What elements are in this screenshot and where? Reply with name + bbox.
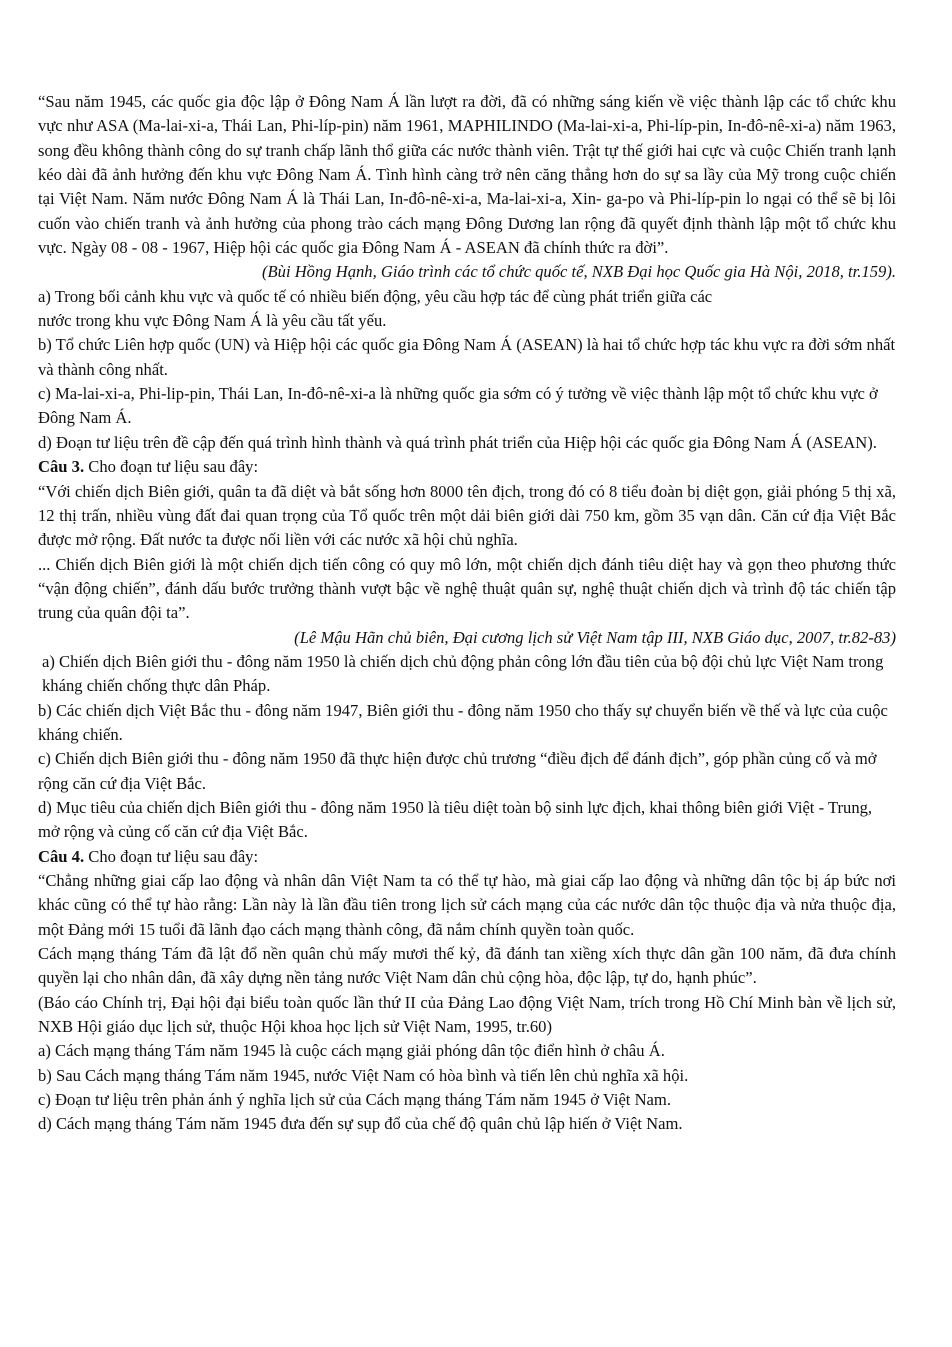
question-4-passage-p1: “Chẳng những giai cấp lao động và nhân dân Việt Nam ta có thể tự hào, mà giai cấp lao động và những dân tộc bị áp bức nơi khác cũng có thể tự hào rằng: Lần này là lần đầu tiên trong lịch sử cách mạng của các nước dân tộc thuộc địa và nửa thuộc địa, một Đảng mới 15 tuổi đã lãnh đạo cách mạng thành công, đã nắm chính quyền toàn quốc. (38, 871, 896, 939)
question-4-statement-d: d) Cách mạng tháng Tám năm 1945 đưa đến sự sụp đổ của chế độ quân chủ lập hiến ở Việt Nam. (38, 1114, 683, 1134)
question-4-statement-b: b) Sau Cách mạng tháng Tám năm 1945, nước Việt Nam có hòa bình và tiến lên chủ nghĩa xã hội. (38, 1065, 689, 1085)
question-4-statement-a: a) Cách mạng tháng Tám năm 1945 là cuộc cách mạng giải phóng dân tộc điển hình ở châu Á. (38, 1041, 665, 1061)
question-4-label: Câu 4. (38, 846, 85, 866)
question-3-statement-a: a) Chiến dịch Biên giới thu - đông năm 1950 là chiến dịch chủ động phản công lớn đầu tiên của bộ đội chủ lực Việt Nam trong kháng chiến chống thực dân Pháp. (42, 651, 884, 696)
intro-statement-d: d) Đoạn tư liệu trên đề cập đến quá trình hình thành và quá trình phát triển của Hiệp hội các quốc gia Đông Nam Á (ASEAN). (38, 432, 877, 452)
intro-citation: (Bùi Hồng Hạnh, Giáo trình các tổ chức quốc tế, NXB Đại học Quốc gia Hà Nội, 2018, tr.159). (261, 262, 896, 282)
intro-statement-a-line2: nước trong khu vực Đông Nam Á là yêu cầu tất yếu. (38, 311, 387, 331)
intro-statement-b: b) Tổ chức Liên hợp quốc (UN) và Hiệp hội các quốc gia Đông Nam Á (ASEAN) là hai tổ chức hợp tác khu vực ra đời sớm nhất và thành công nhất. (38, 335, 896, 379)
question-3-statement-b: b) Các chiến dịch Việt Bắc thu - đông năm 1947, Biên giới thu - đông năm 1950 cho thấy sự chuyển biến về thế và lực của cuộc kháng chiến. (38, 700, 888, 744)
question-3-label: Câu 3. (38, 457, 85, 477)
question-3-passage-p2: ... Chiến dịch Biên giới là một chiến dịch tiến công có quy mô lớn, một chiến dịch đánh tiêu diệt hay và gọn theo phương thức “vận động chiến”, đánh dấu bước trưởng thành vượt bậc về nghệ thuật quân sự, nghệ thuật chiến dịch và trình độ tác chiến tập trung của quân đội ta”. (38, 554, 896, 623)
intro-passage: “Sau năm 1945, các quốc gia độc lập ở Đông Nam Á lần lượt ra đời, đã có những sáng kiến về việc thành lập các tổ chức khu vực như ASA (Ma-lai-xi-a, Thái Lan, Phi-líp-pin) năm 1961, MAPHILINDO (Ma-lai-xi-a, Phi-líp-pin, In-đô-nê-xi-a) năm 1963, song đều không thành công do sự tranh chấp lãnh thổ giữa các nước thành viên. Trật tự thế giới hai cực và cuộc Chiến tranh lạnh kéo dài đã ảnh hưởng đến khu vực Đông Nam Á. Tình hình càng trở nên căng thẳng hơn do sự sa lầy của Mỹ trong cuộc chiến tại Việt Nam. Năm nước Đông Nam Á là Thái Lan, In-đô-nê-xi-a, Ma-lai-xi-a, Xin- ga-po và Phi-líp-pin lo ngại có thể sẽ bị lôi cuốn vào chiến tranh và ảnh hưởng của phong trào cách mạng Đông Dương lan rộng đã quyết định thành lập một tổ chức khu vực. Ngày 08 - 08 - 1967, Hiệp hội các quốc gia Đông Nam Á - ASEAN đã chính thức ra đời”. (38, 92, 896, 258)
question-4-statement-c: c) Đoạn tư liệu trên phản ánh ý nghĩa lịch sử của Cách mạng tháng Tám năm 1945 ở Việt Nam. (38, 1090, 671, 1110)
intro-statement-c: c) Ma-lai-xi-a, Phi-lip-pin, Thái Lan, In-đô-nê-xi-a là những quốc gia sớm có ý tưởng về việc thành lập một tổ chức khu vực ở Đông Nam Á. (38, 384, 878, 428)
question-4-citation: (Báo cáo Chính trị, Đại hội đại biểu toàn quốc lần thứ II của Đảng Lao động Việt Nam, trích trong Hồ Chí Minh bàn về lịch sử, NXB Hội giáo dục lịch sử, thuộc Hội khoa học lịch sử Việt Nam, 1995, tr.60) (38, 992, 896, 1037)
document-page (38, 90, 896, 1137)
question-4-prompt: Cho đoạn tư liệu sau đây: (84, 846, 259, 866)
question-3-citation: (Lê Mậu Hãn chủ biên, Đại cương lịch sử Việt Nam tập III, NXB Giáo dục, 2007, tr.82-83) (294, 627, 896, 647)
intro-statement-a-line1: a) Trong bối cảnh khu vực và quốc tế có nhiều biến động, yêu cầu hợp tác để cùng phát triển giữa các (38, 286, 713, 306)
question-3-passage-p1: “Với chiến dịch Biên giới, quân ta đã diệt và bắt sống hơn 8000 tên địch, trong đó có 8 tiểu đoàn bị diệt gọn, giải phóng 5 thị xã, 12 thị trấn, nhiều vùng đất đai quan trọng của Tổ quốc trên một dải biên giới dài 750 km, gồm 35 vạn dân. Căn cứ địa Việt Bắc được mở rộng. Đất nước ta được nối liền với các nước xã hội chủ nghĩa. (38, 481, 896, 550)
question-3-prompt: Cho đoạn tư liệu sau đây: (84, 457, 259, 477)
question-4-heading (38, 845, 896, 869)
question-3-heading (38, 455, 896, 479)
question-4-passage-p2: Cách mạng tháng Tám đã lật đổ nền quân chủ mấy mươi thế kỷ, đã đánh tan xiềng xích thực dân gần 100 năm, đã đưa chính quyền lại cho nhân dân, đã xây dựng nền tảng nước Việt Nam dân chủ cộng hòa, độc lập, tự do, hạnh phúc”. (38, 944, 896, 988)
question-3-statement-d: d) Mục tiêu của chiến dịch Biên giới thu - đông năm 1950 là tiêu diệt toàn bộ sinh lực địch, khai thông biên giới Việt - Trung, mở rộng và củng cố căn cứ địa Việt Bắc. (38, 797, 873, 842)
question-3-statement-c: c) Chiến dịch Biên giới thu - đông năm 1950 đã thực hiện được chủ trương “điều địch để đánh địch”, góp phần củng cố và mở rộng căn cứ địa Việt Bắc. (38, 749, 877, 793)
